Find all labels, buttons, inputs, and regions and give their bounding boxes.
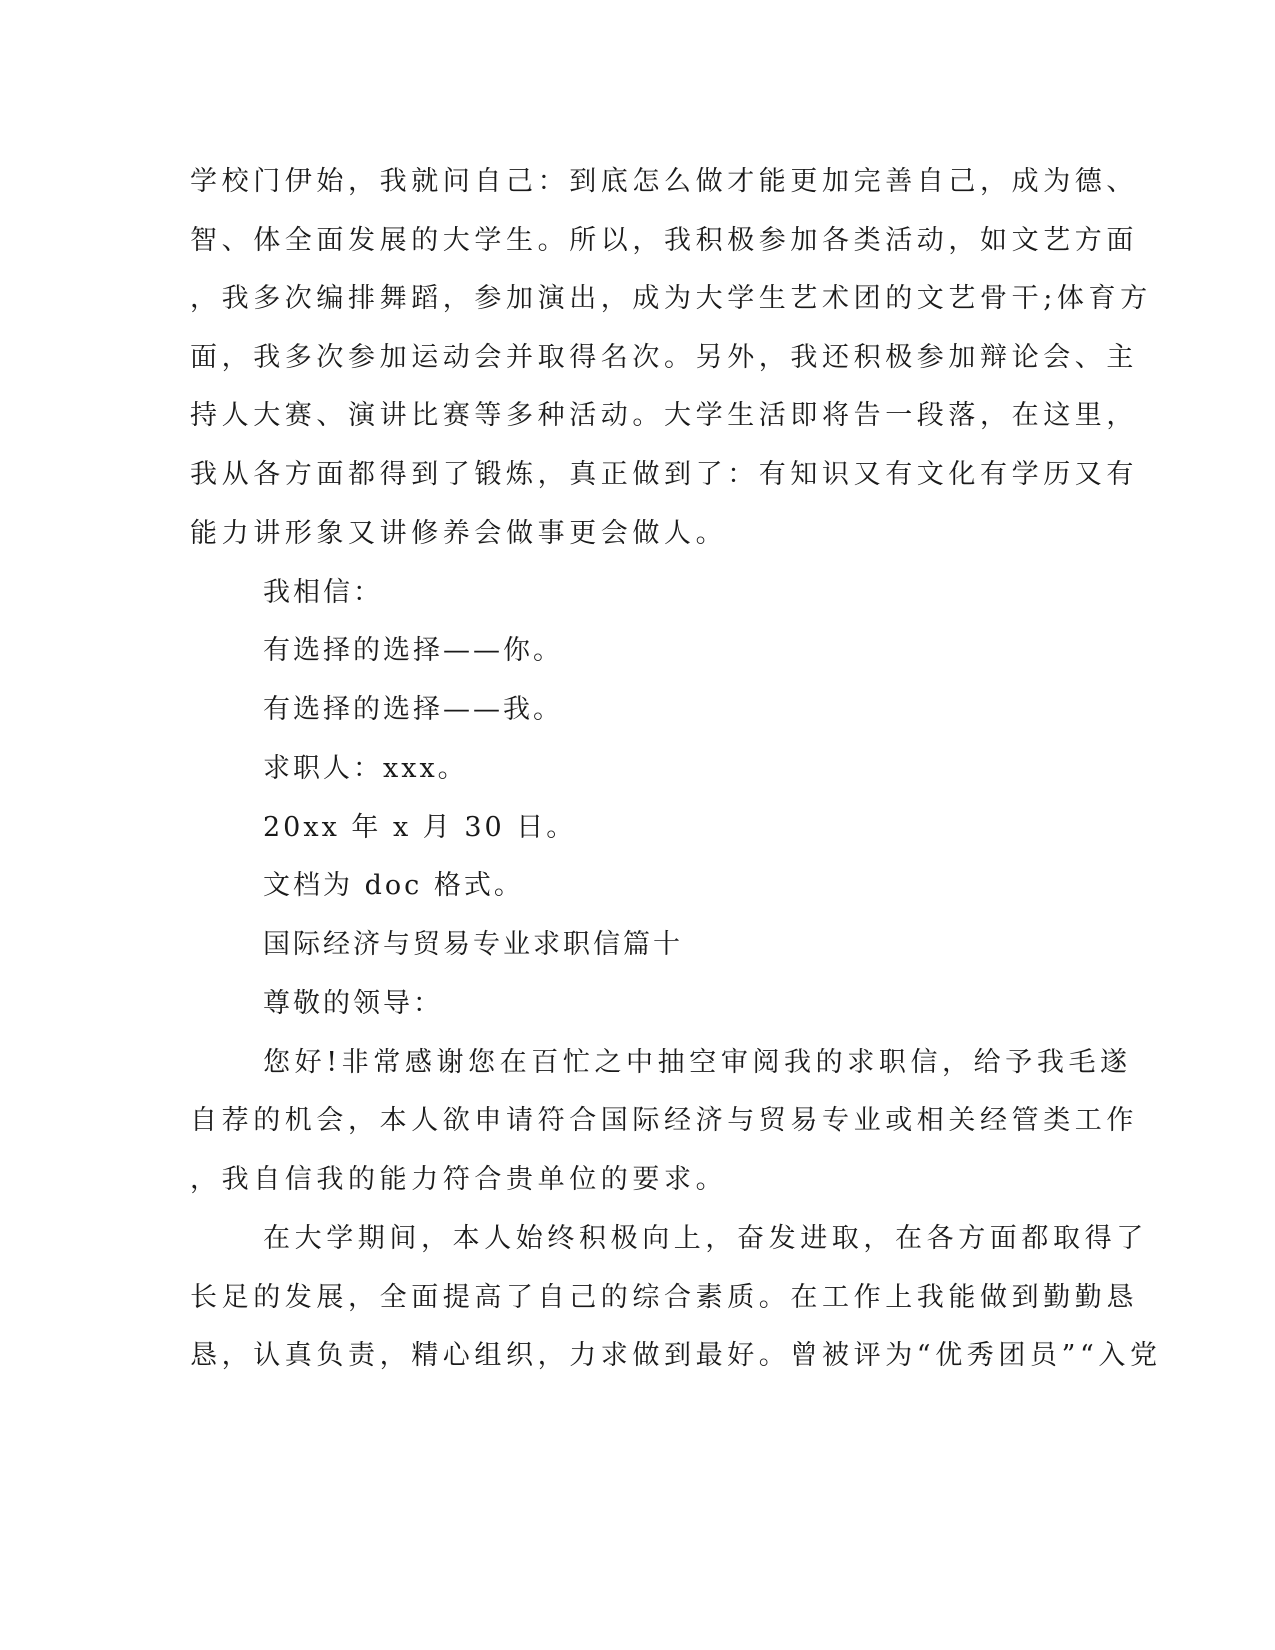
applicant-name: 求职人：xxx。 — [263, 753, 468, 784]
paragraph-line: 自荐的机会，本人欲申请符合国际经济与贸易专业或相关经管类工作 — [190, 1105, 1138, 1136]
belief-heading: 我相信： — [263, 577, 383, 608]
choice-line-you: 有选择的选择——你。 — [263, 635, 563, 666]
paragraph-line: 学校门伊始，我就问自己：到底怎么做才能更加完善自己，成为德、 — [190, 166, 1138, 197]
paragraph-line: 能力讲形象又讲修养会做事更会做人。 — [190, 518, 728, 549]
paragraph-line: ，我多次编排舞蹈，参加演出，成为大学生艺术团的文艺骨干;体育方 — [190, 283, 1152, 314]
paragraph-line: ，我自信我的能力符合贵单位的要求。 — [190, 1164, 728, 1195]
paragraph-line: 长足的发展，全面提高了自己的综合素质。在工作上我能做到勤勤恳 — [190, 1282, 1138, 1313]
section-title: 国际经济与贸易专业求职信篇十 — [263, 929, 683, 960]
paragraph-line: 持人大赛、演讲比赛等多种活动。大学生活即将告一段落，在这里， — [190, 400, 1138, 431]
paragraph-line: 您好!非常感谢您在百忙之中抽空审阅我的求职信，给予我毛遂 — [263, 1047, 1132, 1078]
choice-line-me: 有选择的选择——我。 — [263, 694, 563, 725]
salutation: 尊敬的领导： — [263, 988, 443, 1019]
paragraph-line: 恳，认真负责，精心组织，力求做到最好。曾被评为“优秀团员”“入党 — [190, 1340, 1162, 1371]
letter-date: 20xx 年 x 月 30 日。 — [263, 812, 577, 843]
paragraph-line: 在大学期间，本人始终积极向上，奋发进取，在各方面都取得了 — [263, 1223, 1148, 1254]
paragraph-line: 智、体全面发展的大学生。所以，我积极参加各类活动，如文艺方面 — [190, 225, 1138, 256]
doc-format-note: 文档为 doc 格式。 — [263, 870, 524, 901]
paragraph-line: 我从各方面都得到了锻炼，真正做到了：有知识又有文化有学历又有 — [190, 459, 1138, 490]
paragraph-line: 面，我多次参加运动会并取得名次。另外，我还积极参加辩论会、主 — [190, 342, 1138, 373]
